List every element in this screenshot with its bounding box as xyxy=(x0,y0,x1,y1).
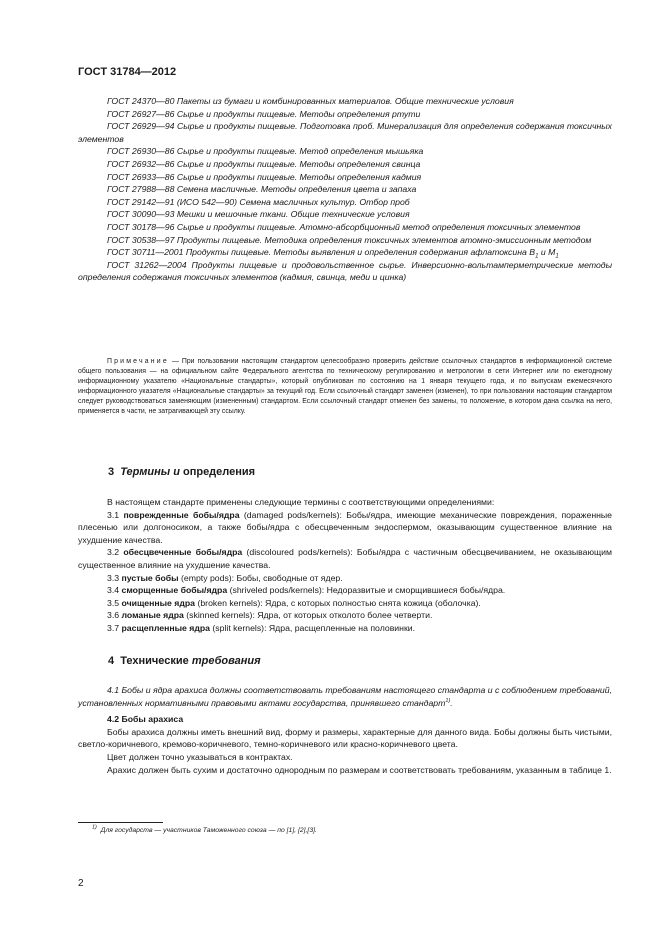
paragraph-4-1: 4.1 Бобы и ядра арахиса должны соответствовать требованиям настоящего стандарта и с соблюдением требований, установленных нормативными правовыми актами государства, принявшего стандарт$^{1)}$. xyxy=(78,685,612,708)
note-block xyxy=(78,357,612,417)
footnote: $^{1)}$ Для государств — участников Таможенного союза — по [1], [2],[3]. xyxy=(92,824,317,834)
section-3-heading: 3 Термины и определения xyxy=(108,466,256,478)
terms-section xyxy=(78,496,612,635)
ref-item: ГОСТ 30178—96 Сырье и продукты пищевые. Атомно-абсорбционный метод определения токсичных элементов xyxy=(107,221,581,232)
term-item: 3.7 расщепленные ядра (split kernels): Ядра, расщепленные на половинки. xyxy=(107,622,416,633)
note-label: Примечание xyxy=(107,358,169,365)
term-item: 3.3 пустые бобы (empty pods): Бобы, свободные от ядер. xyxy=(107,572,343,583)
requirements-section xyxy=(78,684,612,776)
term-item: 3.2 обесцвеченные бобы/ядра (discoloured pods/kernels): Бобы/ядра с частичным обесцвечиванием, не оказывающим существенное влияние на ухудшение качества. xyxy=(78,547,612,570)
ref-item: ГОСТ 26927—86 Сырье и продукты пищевые. Методы определения ртути xyxy=(107,108,421,119)
ref-item: ГОСТ 24370—80 Пакеты из бумаги и комбинированных материалов. Общие технические условия xyxy=(107,96,514,106)
section-4-heading: 4 Технические требования xyxy=(108,655,261,667)
ref-item: ГОСТ 29142—91 (ИСО 542—90) Семена масличных культур. Отбор проб xyxy=(107,196,410,207)
note-text: — При пользовании настоящим стандартом целесообразно проверить действие ссылочных стандартов в информационной системе общего пользования — на официальном сайте Федерального агентства по техническому регулированию и метрологии в сети Интернет или по ежегодному информационному указателю «Национальные стандарты», который опубликован по состоянию на 1 января текущего года, и по выпускам ежемесячного информационного указателя «Национальные стандарты» за текущий год. Если ссылочный стандарт заменен (изменен), то при пользовании настоящим стандартом следует руководствоваться заменяющим (измененным) стандартом. Если ссылочный стандарт отменен без замены, то положение, в котором дана ссылка на него, применяется в части, не затрагивающей эту ссылку. xyxy=(78,358,612,415)
footnote-separator xyxy=(78,822,163,823)
document-header: ГОСТ 31784—2012 xyxy=(78,66,177,78)
ref-item-aflatoxin: ГОСТ 30711—2001 Продукты пищевые. Методы выявления и определения содержания афлатоксина $B_1$ и $M_1$ xyxy=(107,247,559,260)
paragraph-4-2-c: Арахис должен быть сухим и достаточно однородным по размерам и соответствовать требованиям, указанным в таблице 1. xyxy=(107,764,612,775)
ref-item: ГОСТ 30090—93 Мешки и мешочные ткани. Общие технические условия xyxy=(107,209,410,220)
paragraph-4-2-a: Бобы арахиса должны иметь внешний вид, форму и размеры, характерные для данного вида. Бобы должны быть чистыми, светло-коричневого, кремово-коричневого, темно-коричневого или красно-коричневого цвета. xyxy=(78,726,612,750)
term-item: 3.6 ломаные ядра (skinned kernels): Ядра, от которых отколото более четверти. xyxy=(107,610,433,621)
ref-item: ГОСТ 26932—86 Сырье и продукты пищевые. Методы определения свинца xyxy=(107,158,421,169)
paragraph-4-2-b: Цвет должен точно указываться в контрактах. xyxy=(107,751,293,762)
ref-item: ГОСТ 31262—2004 Продукты пищевые и продовольственное сырье. Инверсионно-вольтамперметрические методы определения содержания токсичных элементов (кадмия, свинца, меди и цинка) xyxy=(78,259,612,283)
subsection-4-2-heading: 4.2 Бобы арахиса xyxy=(107,714,184,725)
ref-item: ГОСТ 27988—88 Семена масличные. Методы определения цвета и запаха xyxy=(107,184,417,195)
ref-item: ГОСТ 26929—94 Сырье и продукты пищевые. Подготовка проб. Минерализация для определения содержания токсичных элементов xyxy=(78,121,612,144)
ref-item: ГОСТ 30538—97 Продукты пищевые. Методика определения токсичных элементов атомно-эмиссионным методом xyxy=(107,234,592,245)
ref-item: ГОСТ 26930—86 Сырье и продукты пищевые. Метод определения мышьяка xyxy=(107,146,424,157)
term-item: 3.4 сморщенные бобы/ядра (shriveled pods/kernels): Недоразвитые и сморщившиеся бобы/ядра. xyxy=(107,585,506,596)
term-item: 3.1 поврежденные бобы/ядра (damaged pods/kernels): Бобы/ядра, имеющие механические повреждения, пораженные плесенью или долгоносиком, а также бобы/ядра с обесцвеченным эндоспермом, оказывающим существенное влияние на ухудшение качества. xyxy=(78,509,612,545)
ref-item: ГОСТ 26933—86 Сырье и продукты пищевые. Методы определения кадмия xyxy=(107,171,422,182)
normative-references xyxy=(78,95,612,284)
term-item: 3.5 очищенные ядра (broken kernels): Ядра, с которых полностью снята кожица (оболочка). xyxy=(107,597,481,608)
terms-intro: В настоящем стандарте применены следующие термины с соответствующими определениями: xyxy=(107,497,495,507)
page-number: 2 xyxy=(78,878,84,889)
